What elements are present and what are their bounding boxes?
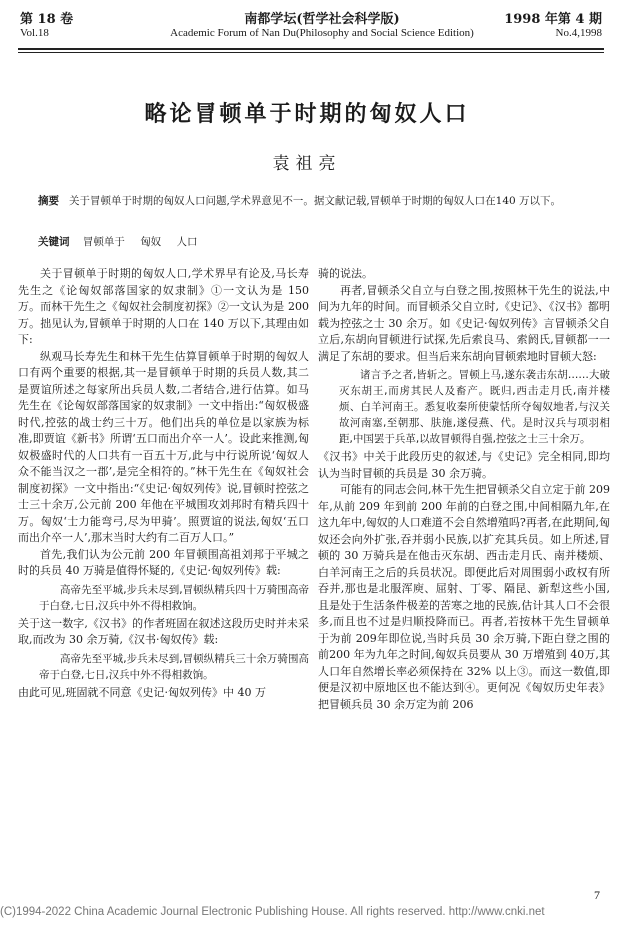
header-rule-thick (18, 48, 604, 50)
header-rule-thin (18, 52, 604, 53)
body-column-right (318, 266, 610, 713)
paragraph: 关于这一数字,《汉书》的作者班固在叙述这段历史时并未采取,而改为 30 余万骑,《汉书·匈奴传》载: (18, 616, 309, 646)
abstract (18, 193, 598, 210)
issue-en: No.4,1998 (555, 27, 602, 39)
article-title: 略论冒顿单于时期的匈奴人口 (144, 101, 470, 127)
keywords (38, 234, 598, 249)
body-column-left (18, 266, 309, 701)
journal-name-en: Academic Forum of Nan Du(Philosophy and Social Science Edition) (170, 27, 474, 39)
paragraph: 关于冒顿单于时期的匈奴人口,学术界早有论及,马长寿先生之《论匈奴部落国家的奴隶制》①一文认为是 150 万。而林干先生之《匈奴社会制度初探》②一文认为是 200 万。拙见认为,冒顿单于时期的人口在 140 万以下,其理由如下: (18, 267, 309, 346)
paragraph: 可能有的同志会问,林干先生把冒顿杀父自立定于前 209 年,从前 209 年到前 200 年前的白登之围,中间相隔九年,在这九年中,匈奴的人口难道不会自然增殖吗?再者,在此期间,匈奴还会向外扩张,吞并弱小民族,以扩充其兵员。如上所述,冒顿的 30 万骑兵是在他击灭东胡、西击走月氏、南并楼烦、白羊河南王之后的兵员状况。即便此后对周围弱小政权有所吞并,那也是北服浑庾、屈射、丁零、隔昆、新犁这些小国,且是处于生活条件极差的苦寒之地的民族,估计其人口不会很多,而且也不过是归顺投降而已。再者,若按林干先生冒顿单于为前 209年即位说,当时兵员 30 余万骑,下距白登之围的前200 年为九年之时间,匈奴兵员要从 30 万增殖到 40万,其人口年自然增长率必须保持在 32% 以上③。而这一数值,即便是汉初中原地区也不能达到④。更何况《匈奴历史年表》把冒顿兵员 30 余万定为前 206 (318, 483, 610, 711)
block-quote: 诸言予之者,皆斩之。冒顿上马,遂东袭击东胡……大破灭东胡王,而虏其民人及畜产。既归,西击走月氏,南并楼烦、白羊河南王。悉复收秦所使蒙恬所夺匈奴地者,与汉关故河南塞,至朝那、肤施,遂侵燕、代。是时汉兵与项羽相距,中国罢于兵革,以故冒顿得自强,控弦之士三十余万。 (339, 369, 610, 445)
abstract-label: 摘要 (38, 195, 59, 207)
journal-name-cn: 南都学坛(哲学社会科学版) (244, 12, 400, 27)
volume-cn: 第 18 卷 (20, 12, 74, 27)
abstract-text: 关于冒顿单于时期的匈奴人口问题,学术界意见不一。据文献记载,冒顿单于时期的匈奴人口在140 万以下。 (69, 195, 562, 207)
keywords-label: 关键词 (38, 236, 70, 248)
keyword: 冒顿单于 (82, 236, 125, 248)
block-quote: 高帝先至平城,步兵未尽到,冒顿纵精兵四十万骑围高帝于白登,七日,汉兵中外不得相救饷。 (39, 583, 309, 612)
keyword: 匈奴 (140, 236, 162, 248)
running-header (0, 0, 644, 60)
paragraph: 纵观马长寿先生和林干先生估算冒顿单于时期的匈奴人口有两个重要的根据,其一是冒顿单于时期的兵员人数,其二是贾谊所述之每家所出兵员人数,二者结合,进行估算。如马先生在《论匈奴部落国家的奴隶制》一文中指出:“匈奴极盛时代,控弦的战士约三十万。他们出兵的单位是以家族为标准,即贾谊《新书》所谓‘五口而出介卒一人’。设此来推测,匈奴极盛时代的人口共有一百五十万,此与中行说所说‘匈奴人众不能当汉之一郡’,是完全相符的。”林干先生在《匈奴社会制度初探》一文中指出:“《史记·匈奴列传》说,冒顿时控弦之士三十余万,公元前 200 年他在平城围攻刘邦时有精兵四十万。匈奴‘士力能弯弓,尽为甲骑’。照贾谊的说法,匈奴‘五口而出介卒一人’,那末当时大约有二百万人口。” (18, 349, 309, 544)
article-author: 袁祖亮 (272, 154, 342, 174)
paragraph: 首先,我们认为公元前 200 年冒顿围高祖刘邦于平城之时的兵员 40 万骑是值得怀疑的,《史记·匈奴列传》载: (18, 547, 309, 577)
issue-cn: 1998 年第 4 期 (504, 12, 602, 27)
paragraph: 骑的说法。 (318, 267, 373, 280)
block-quote: 高帝先至平城,步兵未尽到,冒顿纵精兵三十余万骑围高帝于白登,七日,汉兵中外不得相救饷。 (39, 652, 309, 681)
volume-en: Vol.18 (20, 27, 49, 39)
page-number: 7 (594, 888, 600, 902)
keyword: 人口 (176, 236, 198, 248)
paragraph: 由此可见,班固就不同意《史记·匈奴列传》中 40 万 (18, 685, 266, 699)
paragraph: 《汉书》中关于此段历史的叙述,与《史记》完全相同,即均认为当时冒顿的兵员是 30 余万骑。 (318, 450, 610, 480)
paragraph: 再者,冒顿杀父自立与白登之围,按照林干先生的说法,中间为九年的时间。而冒顿杀父自立时,《史记》、《汉书》都明载为控弦之士 30 余万。如《史记·匈奴列传》言冒顿杀父自立后,东胡向冒顿进行试探,先后索良马、索阏氏,冒顿都一一满足了东胡的要求。但当后来东胡向冒顿索地时冒顿大怒: (318, 283, 610, 363)
copyright-footer: (C)1994-2022 China Academic Journal Electronic Publishing House. All rights reserved. http://www.cnki.net (0, 906, 545, 918)
